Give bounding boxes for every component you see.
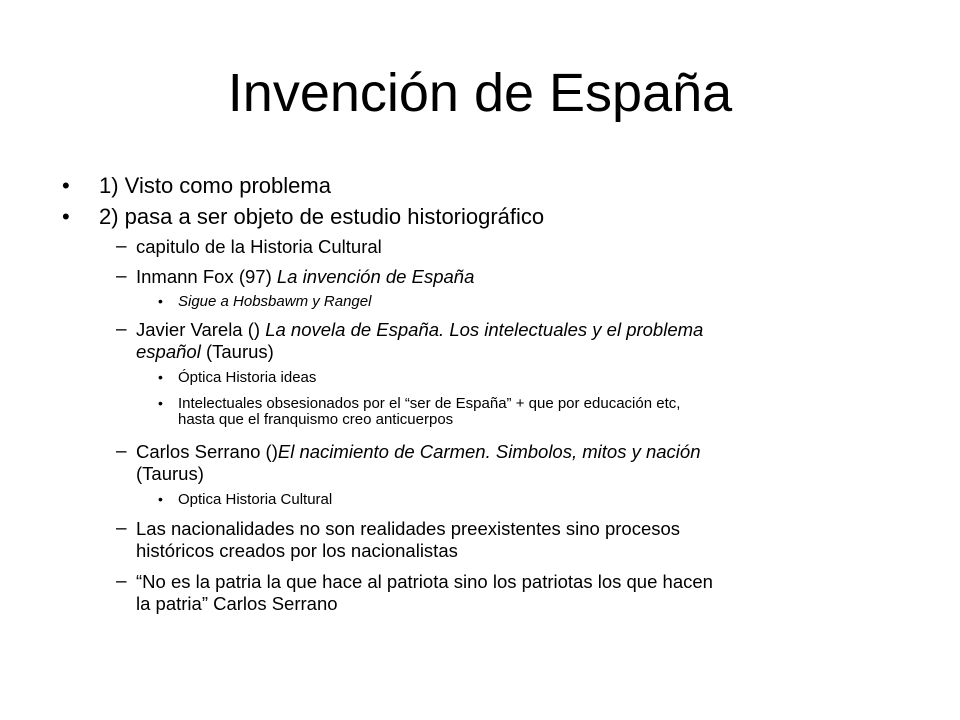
list-item-text: “No es la patria la que hace al patriota sino los patriotas los que hacen xyxy=(136,571,713,592)
list-item-text: 1) Visto como problema xyxy=(99,173,331,198)
book-title: La novela de España. Los intelectuales y el problema xyxy=(265,319,704,340)
list-item-text: capitulo de la Historia Cultural xyxy=(136,236,382,257)
book-title: El nacimiento de Carmen. Simbolos, mitos y nación xyxy=(277,441,701,462)
book-title: La invención de España xyxy=(276,266,475,287)
list-item-text: 2) pasa a ser objeto de estudio historiográfico xyxy=(99,204,545,229)
list-item-text: Javier Varela () xyxy=(136,319,266,340)
book-title: español xyxy=(136,341,201,362)
bullet-marker: • xyxy=(62,173,70,198)
list-item-text: Sigue a Hobsbawm y Rangel xyxy=(178,293,372,310)
list-item-text: (Taurus) xyxy=(136,463,204,484)
bullet-marker: • xyxy=(158,491,163,507)
list-item-text: Inmann Fox (97) xyxy=(136,266,277,287)
dash-marker: – xyxy=(116,236,127,257)
bullet-marker: • xyxy=(158,369,163,385)
dash-marker: – xyxy=(116,266,127,287)
list-item-text: Las nacionalidades no son realidades preexistentes sino procesos xyxy=(136,518,681,539)
bullet-marker: • xyxy=(158,395,163,411)
dash-marker: – xyxy=(116,441,127,462)
bullet-marker: • xyxy=(62,204,70,229)
slide-title: Invención de España xyxy=(227,63,733,123)
list-item-text: Óptica Historia ideas xyxy=(178,369,317,386)
list-item-text: Optica Historia Cultural xyxy=(178,491,333,508)
list-item-text: históricos creados por los nacionalistas xyxy=(136,540,458,561)
list-item-text: (Taurus) xyxy=(200,341,274,362)
dash-marker: – xyxy=(116,319,127,340)
list-item-text: Carlos Serrano () xyxy=(136,441,278,462)
list-item-text: Intelectuales obsesionados por el “ser de España” + que por educación etc, xyxy=(178,395,681,412)
dash-marker: – xyxy=(116,571,127,592)
bullet-marker: • xyxy=(158,293,163,309)
list-item-text: hasta que el franquismo creo anticuerpos xyxy=(178,411,454,428)
dash-marker: – xyxy=(116,518,127,539)
list-item-text: la patria” Carlos Serrano xyxy=(136,593,338,614)
